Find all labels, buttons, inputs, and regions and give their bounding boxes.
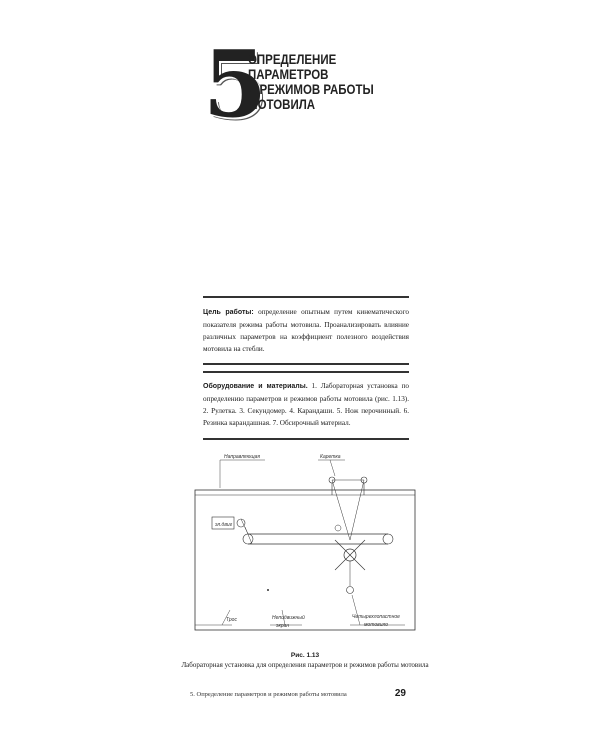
chapter-title-line: И РЕЖИМОВ РАБОТЫ bbox=[248, 81, 374, 97]
label-cable: Трос bbox=[226, 617, 237, 623]
chapter-title-line: МОТОВИЛА bbox=[248, 96, 316, 112]
figure-caption: Лабораторная установка для определения параметров и режимов работы мотовила bbox=[181, 661, 429, 669]
chapter-title-line: ПАРАМЕТРОВ bbox=[248, 66, 329, 82]
goal-text: определение опытным путем кинематического показателя режима работы мотовила. Проанализировать влияние различных параметров на коэффициент полезного воздействия мотовила на стебли. bbox=[203, 308, 409, 353]
equipment-label: Оборудование и материалы. bbox=[203, 383, 308, 390]
chapter-title bbox=[248, 51, 374, 112]
equipment-box bbox=[203, 371, 409, 440]
goal-label: Цель работы: bbox=[203, 309, 254, 316]
label-motor: эл.двиг bbox=[215, 522, 233, 528]
page-number: 29 bbox=[394, 688, 406, 699]
goal-box bbox=[203, 296, 409, 365]
figure-number: Рис. 1.13 bbox=[290, 652, 320, 659]
chapter-title-line: ОПРЕДЕЛЕНИЕ bbox=[248, 51, 337, 67]
chapter-number: 5 bbox=[203, 30, 266, 138]
label-screen: Неподвижный экран bbox=[272, 615, 305, 629]
label-guide: Направляющая bbox=[224, 454, 261, 460]
equipment-text: 1. Лабораторная установка по определению параметров и режимов работы мотовила (рис. 1.13). 2. Рулетка. 3. Секундомер. 4. Карандаши. 5. Нож перочинный. 6. Резинка карандашная. 7. Обсирочный материал. bbox=[203, 382, 410, 427]
lab-setup-figure bbox=[190, 440, 420, 640]
label-reel: Четырехлопастное мотовило bbox=[352, 614, 400, 628]
running-title: 5. Определение параметров и режимов работы мотовила bbox=[190, 691, 347, 698]
frame bbox=[195, 490, 415, 630]
label-carriage: Каретка bbox=[320, 454, 341, 460]
page-footer bbox=[190, 688, 406, 699]
